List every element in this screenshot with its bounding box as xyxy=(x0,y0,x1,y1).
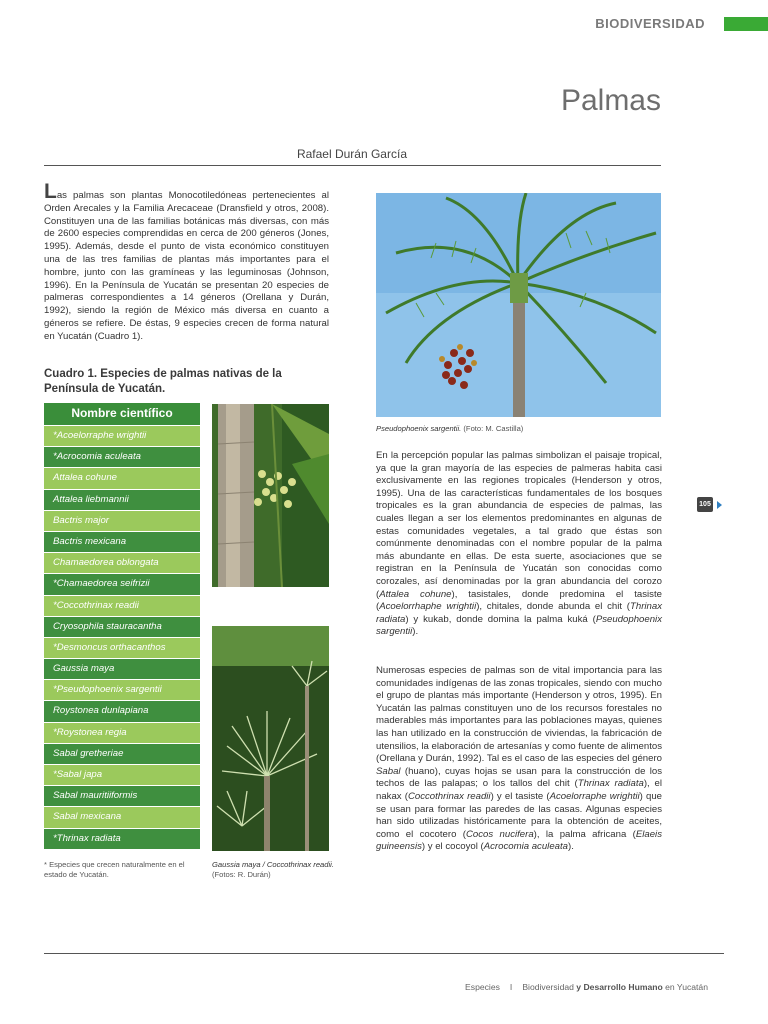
species-name: Thrinax radiata xyxy=(376,601,662,625)
species-name: Coccothrinax readii xyxy=(407,790,491,802)
gaussia-caption-species: Gaussia maya / Coccothrinax readii. xyxy=(212,860,334,869)
gaussia-photo-caption xyxy=(212,860,337,880)
page-footer xyxy=(380,982,708,992)
species-row: *Thrinax radiata xyxy=(44,829,200,849)
footer-title-joiner: y xyxy=(576,982,582,992)
body-text: ) que se usan para formar las paredes de las casas. Algunas especies han sido utilizadas históricamente para la obtención de aceites, como el cocotero ( xyxy=(376,790,662,840)
drop-cap: L xyxy=(44,180,57,203)
footer-title-part2: Desarrollo Humano xyxy=(583,982,663,992)
pseudophoenix-photo xyxy=(376,193,661,417)
footer-section: Especies xyxy=(465,982,500,992)
main-caption-credit: (Foto: M. Castilla) xyxy=(463,424,524,433)
footer-separator: I xyxy=(509,982,513,992)
body-text: ), chitales, donde abunda el chit ( xyxy=(476,601,630,613)
footer-title-part3: en Yucatán xyxy=(665,982,708,992)
species-row: Sabal mauritiiformis xyxy=(44,786,200,806)
page-number: 105 xyxy=(697,497,713,512)
title-divider xyxy=(44,165,661,166)
body-text: ). xyxy=(568,841,574,853)
species-row: *Pseudophoenix sargentii xyxy=(44,680,200,700)
species-name: Cocos nucifera xyxy=(465,828,534,840)
body-text: ). xyxy=(412,626,419,638)
author-name: Rafael Durán García xyxy=(296,147,407,161)
intro-paragraph xyxy=(44,180,329,344)
species-row: *Chamaedorea seifrizii xyxy=(44,574,200,594)
species-row: *Desmoncus orthacanthos xyxy=(44,638,200,658)
footer-divider xyxy=(44,953,724,954)
species-row: Attalea cohune xyxy=(44,468,200,488)
species-name: Acoelorrhaphe wrightii xyxy=(379,601,477,613)
intro-text: as palmas son plantas Monocotiledóneas pertenecientes al Orden Arecales y la Familia Arecaceae (Dransfield y otros, 2008). Constituyen una de las familias botánicas más diversas, con más de 2600 especies comprendidas en cerca de 200 géneros (Jones, 1995). Además, desde el punto de vista económico constituyen una de las tres familias de plantas más importantes para el hombre, junto con las gramíneas y las leguminosas (Johnson, 1996). En la Península de Yucatán se presentan 20 especies de palmeras correspondientes a 14 géneros (Orellana y Durán, 1992), siendo la región de México más diversa en cuanto a géneros se refiere. De éstas, 9 especies crecen de forma natural en Yucatán (Cuadro 1). xyxy=(44,190,329,342)
species-row: Bactris major xyxy=(44,511,200,531)
main-caption-species: Pseudophoenix sargentii. xyxy=(376,424,462,433)
table-header: Nombre científico xyxy=(44,403,200,425)
body-text: Numerosas especies de palmas son de vital importancia para las comunidades indígenas de las zonas tropicales, siendo con mucho el grupo de plantas más importante (Henderson y otros, 1995). En Yucatán las palmas constituyen uno de los recursos forestales no maderables más importantes para las poblaciones mayas, quienes las han utilizado en la construcción de viviendas, la fabricación de utensilios, la elaboración de artesanías y como fuente de alimentos (Orellana y Durán, 1992). Tal es el caso de las especies del género xyxy=(376,665,662,765)
next-page-arrow-icon[interactable] xyxy=(717,501,722,509)
species-rows xyxy=(44,426,200,849)
species-row: *Roystonea regia xyxy=(44,723,200,743)
species-name: Acrocomia aculeata xyxy=(483,841,568,853)
page-title: Palmas xyxy=(560,84,661,117)
species-row: Bactris mexicana xyxy=(44,532,200,552)
body-text: (huano), cuyas hojas se usan para la construcción de los techos de las palapas; o los tallos del chit ( xyxy=(376,765,662,790)
table-caption: Cuadro 1. Especies de palmas nativas de la Península de Yucatán. xyxy=(44,368,282,395)
species-table xyxy=(44,403,200,850)
species-row: Roystonea dunlapiana xyxy=(44,701,200,721)
species-row: *Acrocomia aculeata xyxy=(44,447,200,467)
gaussia-coccothrinax-photo xyxy=(212,626,329,851)
section-color-tab xyxy=(724,17,768,31)
body-paragraph-2 xyxy=(376,665,662,854)
species-row: *Acoelorraphe wrightii xyxy=(44,426,200,446)
species-name: Elaeis guineensis xyxy=(376,828,662,853)
species-name: Pseudophoenix sargentii xyxy=(376,613,662,638)
species-name: Acoelorraphe wrightii xyxy=(549,790,640,802)
body-text: ), la palma africana ( xyxy=(533,828,636,840)
species-row: *Sabal japa xyxy=(44,765,200,785)
footer-title-part1: Biodiversidad xyxy=(522,982,574,992)
section-label: BIODIVERSIDAD xyxy=(595,16,705,31)
species-row: Gaussia maya xyxy=(44,659,200,679)
species-row: *Coccothrinax readii xyxy=(44,596,200,616)
species-name: Attalea cohune xyxy=(379,588,452,600)
body-text: ) y kukab, donde domina la palma kuká ( xyxy=(405,613,596,625)
body-paragraph-1 xyxy=(376,450,662,639)
body-text: ) y el tasiste ( xyxy=(490,790,550,802)
species-name: Sabal xyxy=(376,765,401,777)
body-text: ), tasistales, donde predomina el tasiste ( xyxy=(376,588,662,613)
species-row: Sabal gretheriae xyxy=(44,744,200,764)
body-text: ) y el cocoyol ( xyxy=(421,841,484,853)
body-text: ), el nakax ( xyxy=(376,778,662,802)
species-row: Sabal mexicana xyxy=(44,807,200,827)
species-row: Chamaedorea oblongata xyxy=(44,553,200,573)
page-marker xyxy=(697,497,713,512)
gaussia-caption-credit: (Fotos: R. Durán) xyxy=(212,870,271,879)
species-name: Thrinax radiata xyxy=(577,778,644,790)
table-footnote: * Especies que crecen naturalmente en el estado de Yucatán. xyxy=(44,860,185,879)
pseudophoenix-photo-caption xyxy=(376,424,661,434)
species-row: Attalea liebmannii xyxy=(44,490,200,510)
palm-trunk-photo xyxy=(212,404,329,587)
body-text: En la percepción popular las palmas simbolizan el paisaje tropical, ya que la gran mayoría de las especies de palmeras habita casi exclusivamente en las regiones tropicales (Henderson y otros, 1995). Una de las características fundamentales de los bosques tropicales es la gran abundancia de especies de palmas, las cuales llegan a ser los elementos predominantes en algunas de estas comunidades vegetales, a tal grado que éstas son comúnmente denominadas con el nombre popular de la palma más abundante en ellas. De esta suerte, asociaciones que se registran en la Península de Yucatán son conocidas como corozales, así denominadas por la gran abundancia del corozo ( xyxy=(376,450,662,600)
species-row: Cryosophila stauracantha xyxy=(44,617,200,637)
